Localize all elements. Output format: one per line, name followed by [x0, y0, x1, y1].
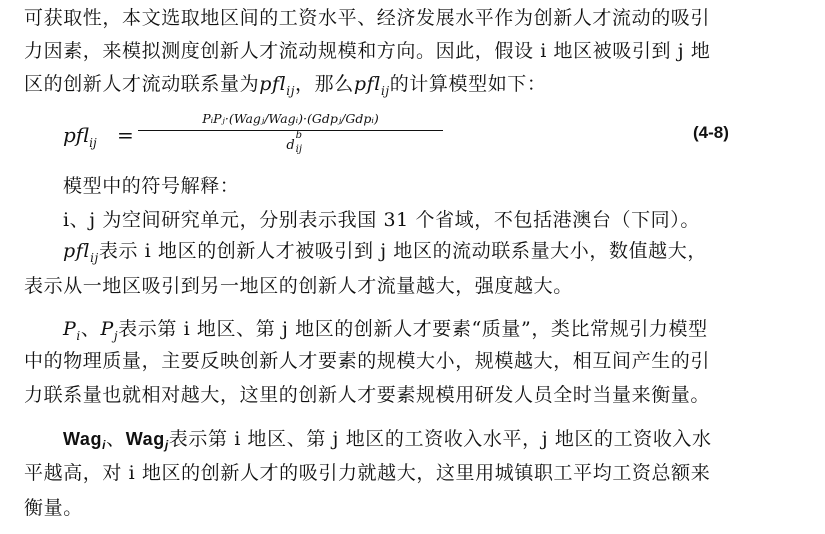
math-symbol: Wag — [63, 429, 103, 449]
math-symbol: P — [63, 318, 77, 340]
fraction-numerator: PᵢPⱼ·(Wagⱼ/Wagᵢ)·(Gdpⱼ/Gdpᵢ) — [202, 111, 379, 126]
text-span: 表示第 i 地区、第 j 地区的工资收入水平，j 地区的工资收入水 — [168, 428, 712, 450]
paragraph-line — [63, 172, 785, 200]
fraction-denominator — [138, 132, 443, 158]
math-symbol: pfl — [353, 73, 381, 95]
math-subscript: i — [76, 329, 81, 343]
math-variable — [63, 429, 107, 452]
paragraph-line — [24, 459, 785, 487]
text-span: 可获取性，本文选取地区间的工资水平、经济发展水平作为创新人才流动的吸引 — [24, 7, 711, 29]
math-superscript: b — [295, 130, 303, 142]
math-subscript: ij — [295, 144, 302, 156]
text-span: 表示从一地区吸引到另一地区的创新人才流量越大，强度越大。 — [24, 275, 573, 297]
text-span: 、 — [106, 428, 126, 450]
text-span: 衡量。 — [24, 497, 83, 519]
paragraph-line — [63, 206, 785, 234]
math-variable — [63, 240, 99, 265]
fraction-bar — [138, 130, 443, 131]
math-symbol: P — [100, 318, 114, 340]
text-span: 中的物理质量，主要反映创新人才要素的规模大小，规模越大，相互间产生的引 — [24, 350, 711, 372]
math-symbol: d — [286, 138, 295, 154]
paragraph-line — [24, 70, 785, 105]
text-span: 力因素，来模拟测度创新人才流动规模和方向。因此，假设 i 地区被吸引到 j 地 — [24, 40, 711, 62]
math-subscript: ij — [380, 84, 390, 98]
equals-sign: = — [117, 123, 134, 147]
math-symbol: pfl — [259, 73, 287, 95]
math-variable — [353, 73, 390, 98]
equation-block — [63, 110, 763, 168]
math-variable — [63, 318, 81, 343]
math-symbol: pfl — [63, 123, 90, 147]
paragraph-line — [63, 237, 785, 272]
paragraph-line — [24, 381, 785, 409]
math-variable — [100, 318, 119, 343]
paragraph-line — [24, 494, 785, 522]
math-subscript: j — [113, 329, 119, 343]
text-span: ，那么 — [295, 73, 354, 95]
text-span: 表示 i 地区的创新人才被吸引到 j 地区的流动联系量大小，数值越大， — [98, 240, 707, 262]
paragraph-line — [24, 4, 785, 32]
text-span: 区的创新人才流动联系量为 — [24, 73, 260, 95]
paragraph-line — [24, 272, 785, 300]
text-span: 力联系量也就相对越大，这里的创新人才要素规模用研发人员全时当量来衡量。 — [24, 384, 711, 406]
math-symbol: Wag — [125, 429, 165, 449]
equation-number: (4-8) — [693, 123, 729, 142]
math-variable — [259, 73, 296, 98]
text-span: 、 — [80, 318, 101, 340]
text-span: 表示第 i 地区、第 j 地区的创新人才要素“质量”，类比常规引力模型 — [118, 318, 708, 340]
math-subscript: i — [102, 438, 107, 452]
paragraph-line — [24, 347, 785, 375]
math-subscript: ij — [90, 251, 99, 265]
text-span: 平越高，对 i 地区的创新人才的吸引力就越大，这里用城镇职工平均工资总额来 — [24, 462, 711, 484]
math-subscript: ij — [286, 84, 296, 98]
text-span: 的计算模型如下： — [389, 73, 547, 95]
equation-lhs — [63, 123, 97, 150]
fraction — [138, 110, 443, 158]
paragraph-line — [24, 37, 785, 65]
paragraph-line — [63, 315, 785, 350]
math-subscript: j — [164, 438, 169, 452]
math-subscript: ij — [89, 136, 97, 150]
text-span: i、j 为空间研究单元，分别表示我国 31 个省域，不包括港澳台（下同）。 — [63, 209, 700, 231]
math-variable — [125, 429, 169, 452]
math-symbol: pfl — [63, 240, 91, 262]
section-heading: 模型中的符号解释： — [63, 175, 240, 197]
paragraph-line — [63, 425, 785, 459]
